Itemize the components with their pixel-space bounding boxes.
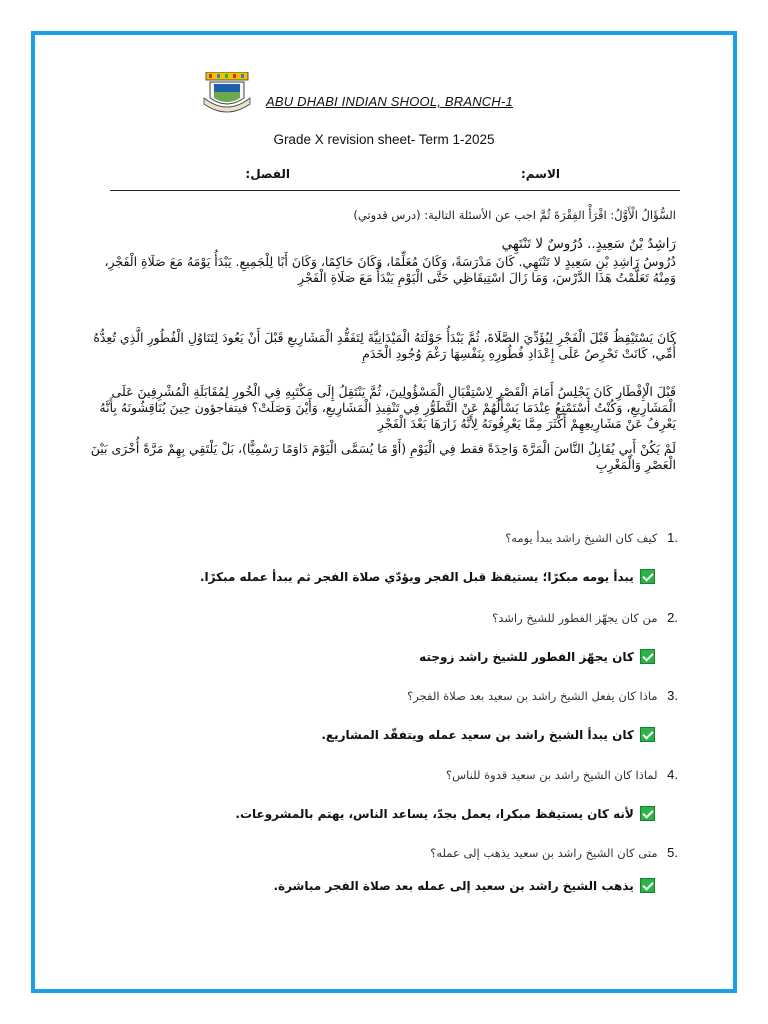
class-label: الفصل: bbox=[245, 167, 290, 181]
answer-1 bbox=[200, 569, 655, 584]
question-1 bbox=[505, 530, 678, 545]
answer-5 bbox=[273, 878, 655, 893]
answer-text: كان يبدأ الشيخ راشد بن سعيد عمله ويتفقّد المشاريع. bbox=[321, 728, 634, 742]
question-text: لماذا كان الشيخ راشد بن سعيد قدوة للناس؟ bbox=[446, 768, 658, 782]
passage-paragraph-2: كَانَ يَسْتَيْقِظُ قَبْلَ الْفَجْرِ لِيُؤَدِّيَ الصَّلَاةَ، ثُمَّ يَبْدَأُ جَوْلَتَهُ الْمَيْدَانِيَّةَ لِتَفَقُّدِ الْمَشَارِيعِ قَبْلَ أَنْ يَعُودَ لِتَنَاوُلِ الْفُطُورِ الَّذِي تُعِدُّهُ أُمِّي، كَانَتْ تَحْرِصُ عَلَى إِعْدَادِ فُطُورِهِ بِنَفْسِهَا رَغْمَ وُجُودِ الْخَدَمِ bbox=[93, 330, 676, 361]
question-3 bbox=[407, 688, 678, 703]
question-4 bbox=[446, 767, 678, 782]
answer-2 bbox=[419, 649, 655, 664]
answer-text: يذهب الشيخ راشد بن سعيد إلى عمله بعد صلاة الفجر مباشرة. bbox=[273, 879, 634, 893]
question-text: من كان يجهّز الفطور للشيخ راشد؟ bbox=[492, 611, 658, 625]
question-number: .5 bbox=[667, 845, 678, 860]
passage-paragraph-1: دُرُوسُ رَاشِدِ بْنِ سَعِيدٍ لا تَنْتَهِي. كَانَ مَدْرَسَةً، وَكَانَ مُعَلِّمًا، وَكَانَ حَاكِمًا، وَكَانَ أَبًا لِلْجَمِيعِ. يَبْدَأُ يَوْمَهُ مَعَ صَلَاةِ الْفَجْرِ، وَمِنْهُ تَعَلَّمْتُ هَذَا الدَّرْسَ، وَمَا زَالَ اسْتِيقَاظِي حَتَّى الْيَوْمِ يَبْدَأُ مَعَ صَلَاةِ الْفَجْرِ bbox=[104, 254, 676, 285]
checkmark-icon bbox=[640, 649, 655, 664]
question-number: .2 bbox=[667, 610, 678, 625]
question-text: ماذا كان يفعل الشيخ راشد بن سعيد بعد صلاة الفجر؟ bbox=[407, 689, 658, 703]
section-instruction: السُّؤَالُ الْأَوَّلُ: اقْرَأْ الفِقْرَةَ ثُمَّ اجب عن الأسئلة التالية: (درس قدوتي) bbox=[353, 208, 676, 222]
checkmark-icon bbox=[640, 569, 655, 584]
question-text: متى كان الشيخ راشد بن سعيد يذهب إلى عمله؟ bbox=[430, 846, 658, 860]
page-header bbox=[200, 72, 600, 116]
school-name: ABU DHABI INDIAN SHOOL, BRANCH-1 bbox=[266, 94, 513, 109]
sheet-subtitle: Grade X revision sheet- Term 1-2025 bbox=[273, 132, 495, 147]
answer-text: كان يجهّز الفطور للشيخ راشد زوجته bbox=[419, 650, 634, 664]
checkmark-icon bbox=[640, 878, 655, 893]
answer-4 bbox=[235, 806, 655, 821]
question-text: كيف كان الشيخ راشد يبدأ يومه؟ bbox=[505, 531, 658, 545]
checkmark-icon bbox=[640, 806, 655, 821]
header-divider bbox=[110, 190, 680, 191]
checkmark-icon bbox=[640, 727, 655, 742]
school-logo-icon bbox=[200, 72, 254, 114]
question-number: .4 bbox=[667, 767, 678, 782]
answer-text: لأنه كان يستيقظ مبكرا، يعمل بجدّ، يساعد الناس، يهتم بالمشروعات. bbox=[235, 807, 634, 821]
question-number: .1 bbox=[667, 530, 678, 545]
answer-3 bbox=[321, 727, 655, 742]
passage-paragraph-3: قَبْلَ الْإِفْطَارِ كَانَ يَجْلِسُ أَمَامَ الْقَصْرِ لِاسْتِقْبَالِ الْمَسْؤُولِينَ، ثُمَّ يَنْتَقِلُ إِلَى مَكْتَبِهِ فِي الْخُورِ لِمُقَابَلَةِ الْمُشْرِفِينَ عَلَى الْمَشَارِيعِ، وَكُنْتُ أَسْتَمْتِعُ عِنْدَمَا يَسْأَلُهُمْ عَنْ التَّطَوُّرِ فِي تَنْفِيذِ الْمَشَارِيعِ، وَأَيْنَ وَصَلَتْ؟ فيتفاجؤون حِينَ يُنَاقِشُونَهُ بِأَنَّهُ يَعْرِفُ عَنْ مَشَارِيعِهِمْ أَكْثَرَ مِمَّا يَعْرِفُونَهُ لِأَنَّهُ زَارَهَا بَعْدَ الْفَجْرِ bbox=[99, 384, 676, 431]
question-number: .3 bbox=[667, 688, 678, 703]
question-5 bbox=[430, 845, 678, 860]
passage-title: رَاشِدُ بْنُ سَعِيدٍ.. دُرُوسٌ لا تَنْتَهِي bbox=[501, 236, 676, 252]
name-label: الاسم: bbox=[520, 167, 560, 181]
passage-paragraph-4: لَمْ يَكُنْ أَبِي يُقَابِلُ النَّاسَ الْمَرَّةَ وَاحِدَةً فقط فِي الْيَوْمِ (أَوْ مَا يُسَمَّى الْيَوْمَ دَاوَمًا رَسْمِيًّا)، بَلْ يَلْتَقِي بِهِمْ مَرَّةً أُخْرَى بَيْنَ الْعَصْرِ وَالْمَغْرِبِ bbox=[90, 441, 676, 472]
student-info-row bbox=[110, 167, 680, 185]
answer-text: يبدأ يومه مبكرًا؛ يستيقظ قبل الفجر ويؤدّي صلاة الفجر ثم يبدأ عمله مبكرًا. bbox=[199, 570, 634, 584]
question-2 bbox=[492, 610, 678, 625]
